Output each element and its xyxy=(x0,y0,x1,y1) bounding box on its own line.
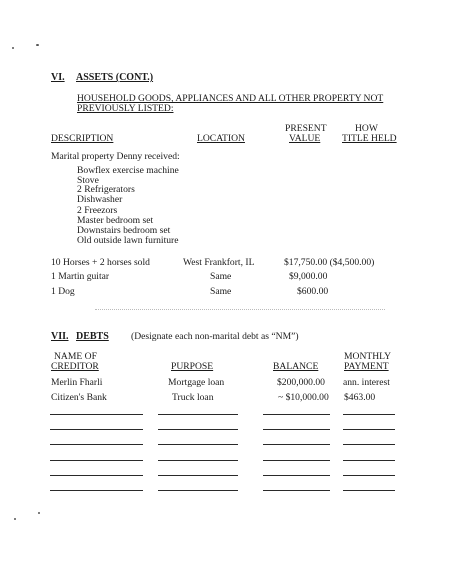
blank-line xyxy=(50,460,143,461)
blank-line xyxy=(343,429,395,430)
col-monthly-payment: PAYMENT xyxy=(344,361,389,372)
list-item: 2 Refrigerators xyxy=(77,184,135,195)
list-item: Bowflex exercise machine xyxy=(77,165,179,176)
asset-row-value: $9,000.00 xyxy=(289,271,328,282)
debt-row-payment: ann. interest xyxy=(343,377,390,388)
blank-line xyxy=(158,460,238,461)
section-vii-note: (Designate each non-marital debt as “NM”) xyxy=(131,331,299,342)
blank-line xyxy=(158,429,238,430)
col-location: LOCATION xyxy=(197,133,245,144)
scan-speck xyxy=(36,44,39,46)
col-creditor: CREDITOR xyxy=(51,361,99,372)
asset-row-value: $600.00 xyxy=(297,286,329,297)
asset-row-location: Same xyxy=(210,286,232,297)
scan-speck xyxy=(12,47,14,49)
debt-row-purpose: Truck loan xyxy=(172,392,214,403)
blank-line xyxy=(263,460,330,461)
section-vii-number: VII. xyxy=(51,331,69,342)
section-vi-subheading-1: HOUSEHOLD GOODS, APPLIANCES AND ALL OTHER PROPERTY NOT xyxy=(77,93,384,104)
blank-line xyxy=(343,460,395,461)
list-item: Dishwasher xyxy=(77,194,123,205)
asset-row-location: West Frankfort, IL xyxy=(183,257,255,268)
blank-line xyxy=(263,444,330,445)
asset-row-location: Same xyxy=(210,271,232,282)
debt-row-payment: $463.00 xyxy=(344,392,376,403)
asset-row-description: 1 Dog xyxy=(51,286,75,297)
marital-property-intro: Marital property Denny received: xyxy=(51,151,180,162)
debt-row-creditor: Merlin Fharli xyxy=(51,377,103,388)
scan-speck xyxy=(14,518,16,520)
asset-row-description: 1 Martin guitar xyxy=(51,271,110,282)
col-balance: BALANCE xyxy=(273,361,319,372)
blank-line xyxy=(343,444,395,445)
blank-line xyxy=(343,414,395,415)
blank-line xyxy=(263,490,330,491)
blank-line xyxy=(158,444,238,445)
debt-row-balance: ~ $10,000.00 xyxy=(278,392,329,403)
list-item: Downstairs bedroom set xyxy=(77,225,171,236)
col-description: DESCRIPTION xyxy=(51,133,114,144)
blank-line xyxy=(263,414,330,415)
col-how-line1: HOW xyxy=(355,123,378,134)
list-item: Master bedroom set xyxy=(77,215,154,226)
col-purpose: PURPOSE xyxy=(171,361,214,372)
section-vi-number: VI. xyxy=(51,72,65,83)
col-present-value: VALUE xyxy=(289,133,321,144)
col-payment-line1: MONTHLY xyxy=(344,351,392,362)
asset-row-value: $17,750.00 ($4,500.00) xyxy=(284,257,375,268)
col-present-line1: PRESENT xyxy=(285,123,327,134)
list-item: 2 Freezors xyxy=(77,205,118,216)
scan-speck xyxy=(38,512,40,514)
blank-line xyxy=(50,475,143,476)
blank-line xyxy=(50,429,143,430)
asset-row-description: 10 Horses + 2 horses sold xyxy=(51,257,150,268)
list-item: Old outside lawn furniture xyxy=(77,235,179,246)
blank-line xyxy=(343,475,395,476)
col-title-held: TITLE HELD xyxy=(342,133,397,144)
list-item: Stove xyxy=(77,175,99,186)
debt-row-balance: $200,000.00 xyxy=(277,377,325,388)
blank-line xyxy=(50,490,143,491)
blank-line xyxy=(158,490,238,491)
section-vii-title: DEBTS xyxy=(76,331,109,342)
blank-line xyxy=(50,444,143,445)
section-vi-title: ASSETS (CONT.) xyxy=(76,72,154,83)
blank-line xyxy=(263,475,330,476)
blank-line xyxy=(263,429,330,430)
blank-line xyxy=(158,414,238,415)
blank-line xyxy=(343,490,395,491)
col-creditor-line1: NAME OF xyxy=(54,351,97,362)
debt-row-creditor: Citizen's Bank xyxy=(51,392,107,403)
section-vi-subheading-2: PREVIOUSLY LISTED: xyxy=(77,103,174,114)
blank-line xyxy=(158,475,238,476)
debt-row-purpose: Mortgage loan xyxy=(168,377,225,388)
scan-noise-line xyxy=(95,309,385,311)
blank-line xyxy=(50,414,143,415)
